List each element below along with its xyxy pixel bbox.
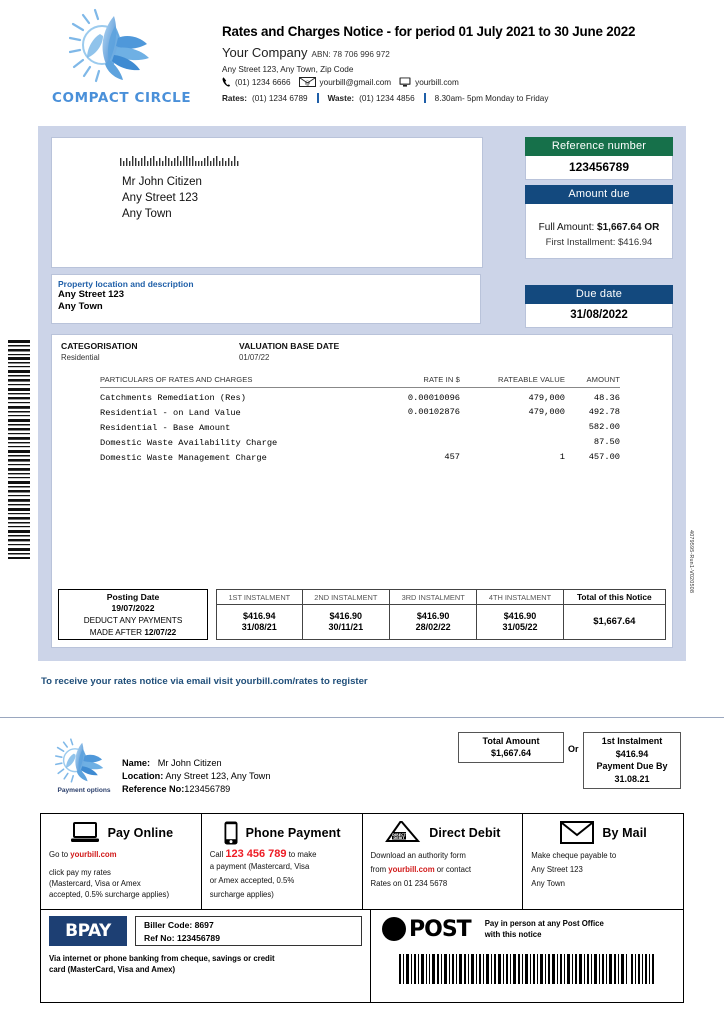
slip-name-value: Mr John Citizen [157, 758, 222, 768]
instalment-1-cell [217, 605, 303, 640]
document-side-code: 4079595-Run1-V020508 [688, 530, 694, 594]
divider-bar [424, 93, 426, 103]
slip-reference-value: 123456789 [184, 784, 231, 794]
mobile-phone-icon [224, 821, 238, 845]
due-date-box [525, 285, 673, 328]
bpay-ref-value: 123456789 [176, 933, 220, 943]
col-particulars: PARTICULARS OF RATES AND CHARGES [100, 375, 360, 388]
by-mail-body [531, 849, 676, 891]
direct-debit-link[interactable]: yourbill.com [388, 865, 435, 874]
amount-due-box [525, 185, 673, 259]
direct-debit-header [371, 819, 516, 846]
instalment-1-amount: $416.94 [243, 610, 276, 621]
payment-options-caption: Payment options [57, 787, 111, 794]
slip-customer-details [122, 757, 270, 796]
waste-label: Waste: [327, 93, 355, 103]
bpay-top-row [49, 916, 362, 946]
slip-first-instalment-box [583, 732, 681, 789]
cell-amount: 582.00 [588, 421, 620, 432]
instalment-4-date: 31/05/22 [502, 622, 538, 632]
categorisation-label: CATEGORISATION [61, 341, 138, 351]
leaf-sun-logo-icon [55, 738, 113, 786]
property-town: Any Town [58, 301, 103, 312]
deduct-note-prefix: MADE AFTER [89, 628, 145, 637]
instalment-1-header: 1ST INSTALMENT [217, 590, 303, 605]
reference-number-heading: Reference number [525, 137, 673, 156]
instalment-4-cell [477, 605, 563, 640]
post-logo-text: POST [409, 916, 471, 942]
post-note [485, 918, 604, 940]
svg-text:DEBIT: DEBIT [393, 835, 405, 840]
bpay-note-line2: card (MasterCard, Visa and Amex) [49, 965, 176, 974]
posting-date-box [58, 589, 208, 640]
property-location-box [51, 274, 481, 324]
pay-online-header [49, 819, 194, 846]
deduct-note-line1: DEDUCT ANY PAYMENTS [83, 616, 183, 625]
slip-inst1-due-label: Payment Due By [596, 761, 668, 771]
slip-location-label: Location: [122, 771, 164, 781]
categorisation-column [61, 341, 138, 362]
instalment-3-header: 3RD INSTALMENT [389, 590, 476, 605]
slip-total-amount-box [458, 732, 564, 763]
instalment-total-header: Total of this Notice [563, 590, 665, 605]
due-date-value: 31/08/2022 [525, 304, 673, 328]
logo-wordmark: COMPACT CIRCLE [52, 90, 192, 106]
phone-payment-line3: or Amex accepted, 0.5% [209, 876, 295, 885]
cell-particulars: Catchments Remediation (Res) [100, 393, 246, 403]
bpay-note [49, 953, 362, 975]
cell-amount: 492.78 [588, 406, 620, 417]
payment-methods-grid [40, 813, 684, 910]
hours-row [222, 93, 702, 103]
instalment-summary [58, 589, 666, 640]
cell-rate: 0.00102876 [407, 406, 460, 417]
post-logo-icon [381, 916, 471, 942]
company-name: Your Company [222, 45, 308, 60]
addressee-town: Any Town [122, 208, 172, 220]
bpay-ref-label: Ref No: [144, 933, 175, 943]
slip-inst1-label: 1st Instalment [601, 736, 663, 746]
first-installment-value: $416.94 [617, 237, 653, 248]
instalment-2-header: 2ND INSTALMENT [302, 590, 389, 605]
post-note-line2: with this notice [484, 930, 542, 939]
cell-particulars: Residential - on Land Value [100, 408, 241, 418]
divider-bar [317, 93, 319, 103]
cell-particulars: Domestic Waste Availability Charge [100, 438, 278, 448]
company-logo [52, 8, 192, 116]
pay-online-line4: accepted, 0.5% surcharge applies) [49, 890, 170, 899]
col-amount: AMOUNT [565, 375, 620, 388]
phone-payment-line4: surcharge applies) [209, 890, 274, 899]
direct-debit-line3: Rates on 01 234 5678 [370, 879, 448, 888]
post-note-line1: Pay in person at any Post Office [484, 919, 604, 928]
cell-amount: 48.36 [593, 393, 620, 403]
categorisation-value: Residential [61, 353, 100, 362]
amount-due-heading: Amount due [525, 185, 673, 204]
svg-text:@: @ [304, 80, 310, 87]
phone-payment-header [210, 819, 355, 846]
svg-text:DIRECT: DIRECT [392, 832, 407, 837]
rates-table-header-row [100, 375, 620, 388]
slip-reference-row [122, 783, 270, 796]
payment-method-post-office[interactable] [371, 910, 683, 1002]
email-icon [299, 77, 316, 87]
company-phone: (01) 1234 6666 [235, 77, 291, 87]
bpay-post-grid [40, 910, 684, 1003]
rates-and-charges-table [100, 375, 620, 464]
instalment-header-row [217, 590, 666, 605]
pay-online-body [49, 849, 194, 900]
by-mail-line2: Any Street 123 [531, 865, 583, 874]
company-abn: ABN: 78 706 996 972 [311, 50, 390, 59]
company-line [222, 44, 702, 62]
company-email: yourbill@gmail.com [319, 77, 392, 87]
instalment-value-row [217, 605, 666, 640]
spacer [208, 589, 216, 640]
cell-rateable: 479,000 [528, 393, 565, 403]
slip-name-label: Name: [122, 758, 151, 768]
instalment-2-date: 30/11/21 [328, 622, 364, 632]
pay-online-line2: click pay my rates [49, 868, 111, 877]
pay-online-link[interactable]: yourbill.com [70, 850, 117, 859]
by-mail-title: By Mail [602, 825, 647, 840]
instalment-4-amount: $416.90 [503, 610, 537, 621]
leaf-sun-logo-icon [69, 8, 165, 88]
cell-particulars: Domestic Waste Management Charge [100, 453, 267, 463]
slip-total-label: Total Amount [482, 736, 540, 746]
property-location-title: Property location and description [58, 279, 194, 289]
bpay-codes-box [135, 916, 362, 946]
direct-debit-line2-post: or contact [434, 865, 472, 874]
phone-payment-title: Phone Payment [245, 825, 341, 840]
envelope-icon [560, 821, 594, 844]
pay-online-line1 [49, 849, 194, 860]
postal-barcode [120, 156, 260, 168]
document-header [0, 0, 724, 118]
phone-payment-line1 [210, 849, 355, 860]
cell-rate [360, 419, 460, 434]
col-rateable-value: RATEABLE VALUE [460, 375, 565, 388]
valuation-base-date-value: 01/07/22 [239, 353, 270, 362]
company-address: Any Street 123, Any Town, Zip Code [222, 65, 354, 74]
slip-reference-label: Reference No: [122, 784, 185, 794]
slip-inst1-value: $416.94 [615, 748, 649, 759]
payment-method-direct-debit[interactable] [363, 814, 524, 909]
bpay-biller-code-label: Biller Code: [144, 920, 193, 930]
addressee-box [51, 137, 483, 268]
post-top-row [381, 916, 675, 942]
direct-debit-line2 [371, 863, 516, 877]
slip-location-value: Any Street 123, Any Town [165, 771, 271, 781]
valuation-base-date-label: VALUATION BASE DATE [239, 341, 340, 351]
instalment-total-value: $1,667.64 [563, 605, 665, 640]
by-mail-line1: Make cheque payable to [531, 851, 617, 860]
addressee-street: Any Street 123 [122, 192, 199, 204]
cell-rate: 0.00010096 [407, 393, 460, 403]
table-row [100, 404, 620, 419]
cell-particulars: Residential - Base Amount [100, 423, 231, 433]
rates-table-body [100, 388, 620, 465]
deduct-note-date: 12/07/22 [144, 628, 177, 637]
notice-title: Rates and Charges Notice - for period 01 July 2021 to 30 June 2022 [222, 24, 636, 39]
table-row [100, 449, 620, 464]
phone-payment-line1-pre: Call [209, 850, 226, 859]
document-barcode [8, 338, 30, 560]
instalment-table [216, 589, 666, 640]
by-mail-header [531, 819, 676, 846]
full-amount-value: $1,667.64 OR [597, 222, 660, 233]
instalment-4-header: 4TH INSTALMENT [477, 590, 563, 605]
bpay-biller-code-row [144, 919, 361, 932]
office-hours: 8.30am- 5pm Monday to Friday [434, 93, 549, 103]
table-row [100, 388, 620, 405]
payment-method-by-mail[interactable] [523, 814, 683, 909]
full-amount-row [526, 222, 672, 233]
waste-phone: (01) 1234 4856 [359, 93, 415, 103]
instalment-3-cell [389, 605, 476, 640]
slip-logo [42, 738, 126, 794]
instalment-3-date: 28/02/22 [415, 622, 451, 632]
notice-panel [38, 126, 686, 661]
phone-payment-number: 123 456 789 [225, 848, 287, 860]
rates-label: Rates: [222, 93, 248, 103]
instalment-3-amount: $416.90 [416, 610, 450, 621]
direct-debit-line2-pre: from [370, 865, 389, 874]
instalment-2-amount: $416.90 [329, 610, 363, 621]
slip-or-label: Or [568, 744, 579, 754]
payment-method-phone-payment[interactable] [202, 814, 363, 909]
payment-method-bpay[interactable] [41, 910, 371, 1002]
by-mail-line3: Any Town [531, 879, 565, 888]
bpay-logo-icon: BPAY [49, 916, 127, 946]
phone-payment-body [210, 849, 355, 902]
deduct-note-line2 [59, 627, 207, 638]
direct-debit-line1: Download an authority form [370, 851, 466, 860]
phone-payment-line1-post: to make [286, 850, 317, 859]
reference-number-value: 123456789 [525, 156, 673, 180]
cell-rateable: 479,000 [528, 406, 565, 417]
pay-online-title: Pay Online [107, 825, 174, 840]
email-registration-note: To receive your rates notice via email visit yourbill.com/rates to register [41, 676, 368, 687]
rates-phone: (01) 1234 6789 [252, 93, 308, 103]
posting-date-value: 19/07/2022 [111, 603, 155, 613]
amount-due-body [525, 204, 673, 259]
bpay-ref-row [144, 932, 361, 945]
slip-total-value: $1,667.64 [490, 748, 532, 758]
valuation-base-date-column [239, 341, 339, 362]
instalment-1-date: 31/08/21 [241, 622, 277, 632]
company-website: yourbill.com [415, 77, 459, 87]
posting-date-label: Posting Date [106, 592, 160, 602]
instalment-2-cell [302, 605, 389, 640]
laptop-icon [70, 822, 100, 844]
pay-online-line3: (Mastercard, Visa or Amex [49, 879, 141, 888]
bpay-note-line1: Via internet or phone banking from cheque, savings or credit [49, 954, 275, 963]
header-text-block [222, 24, 702, 103]
bpay-biller-code-value: 8697 [194, 920, 214, 930]
phone-payment-line2: a payment (Mastercard, Visa [209, 862, 310, 871]
due-date-heading: Due date [525, 285, 673, 304]
full-amount-label: Full Amount: [538, 222, 595, 233]
payment-method-pay-online[interactable] [41, 814, 202, 909]
direct-debit-body [371, 849, 516, 891]
cell-rate [360, 434, 460, 449]
reference-number-box [525, 137, 673, 180]
table-row [100, 434, 620, 449]
slip-location-row [122, 770, 270, 783]
cell-rateable [460, 434, 565, 449]
property-street: Any Street 123 [58, 289, 125, 300]
phone-icon [222, 77, 231, 87]
cell-amount: 457.00 [588, 451, 620, 462]
monitor-icon [399, 77, 411, 87]
cell-amount: 87.50 [593, 436, 620, 447]
cell-rate: 457 [444, 451, 460, 462]
company-contact-row [222, 77, 702, 87]
slip-inst1-due-value: 31.08.21 [614, 773, 650, 784]
direct-debit-title: Direct Debit [429, 825, 501, 840]
first-installment-label: First Installment: [545, 237, 616, 248]
cell-rateable [460, 419, 565, 434]
post-payment-barcode [399, 954, 657, 984]
pay-online-line1-pre: Go to [49, 850, 71, 859]
col-rate: RATE IN $ [360, 375, 460, 388]
table-row [100, 419, 620, 434]
first-installment-row [526, 237, 672, 248]
cell-rateable: 1 [559, 451, 565, 462]
slip-name-row [122, 757, 270, 770]
addressee-lines [122, 174, 202, 222]
direct-debit-icon [385, 821, 421, 845]
addressee-name: Mr John Citizen [122, 176, 202, 188]
